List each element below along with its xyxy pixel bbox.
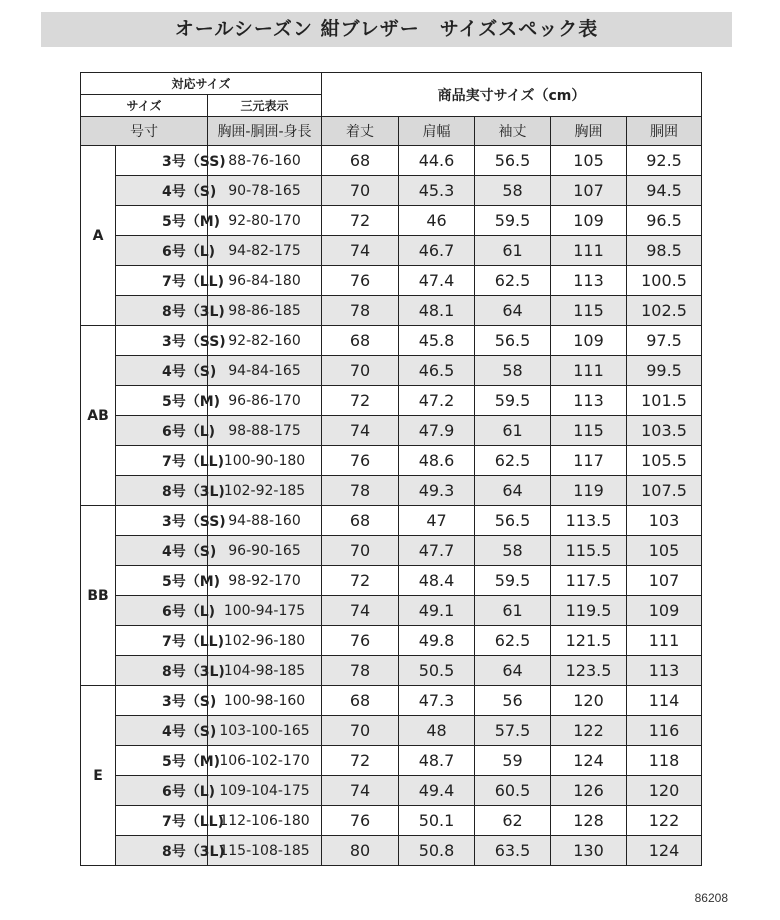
measure-cell: 115 bbox=[551, 296, 627, 326]
size-cell: 8号（3L) bbox=[116, 296, 208, 326]
measure-cell: 122 bbox=[551, 716, 627, 746]
measure-cell: 113 bbox=[627, 656, 702, 686]
measure-cell: 46 bbox=[399, 206, 475, 236]
measure-cell: 61 bbox=[475, 236, 551, 266]
measure-cell: 58 bbox=[475, 176, 551, 206]
body3-cell: 100-90-180 bbox=[208, 446, 322, 476]
size-cell: 3号（SS) bbox=[116, 506, 208, 536]
body3-cell: 102-96-180 bbox=[208, 626, 322, 656]
header-size: サイズ bbox=[81, 95, 208, 117]
measure-cell: 76 bbox=[322, 806, 399, 836]
header-col-kitake: 着丈 bbox=[322, 117, 399, 146]
measure-cell: 56.5 bbox=[475, 326, 551, 356]
table-row bbox=[81, 686, 702, 716]
body3-cell: 92-82-160 bbox=[208, 326, 322, 356]
product-code: 86208 bbox=[694, 891, 728, 905]
measure-cell: 98.5 bbox=[627, 236, 702, 266]
table-row bbox=[81, 176, 702, 206]
table-body bbox=[81, 73, 702, 866]
measure-cell: 47.7 bbox=[399, 536, 475, 566]
measure-cell: 72 bbox=[322, 206, 399, 236]
measure-cell: 68 bbox=[322, 506, 399, 536]
body3-cell: 103-100-165 bbox=[208, 716, 322, 746]
measure-cell: 45.3 bbox=[399, 176, 475, 206]
table-row bbox=[81, 836, 702, 866]
measure-cell: 130 bbox=[551, 836, 627, 866]
body3-cell: 96-90-165 bbox=[208, 536, 322, 566]
size-cell: 5号（M) bbox=[116, 566, 208, 596]
measure-cell: 119 bbox=[551, 476, 627, 506]
measure-cell: 47.9 bbox=[399, 416, 475, 446]
table-row bbox=[81, 446, 702, 476]
measure-cell: 99.5 bbox=[627, 356, 702, 386]
measure-cell: 64 bbox=[475, 296, 551, 326]
measure-cell: 58 bbox=[475, 356, 551, 386]
table-row bbox=[81, 266, 702, 296]
size-cell: 4号（S) bbox=[116, 176, 208, 206]
measure-cell: 61 bbox=[475, 596, 551, 626]
measure-cell: 49.4 bbox=[399, 776, 475, 806]
measure-cell: 105 bbox=[551, 146, 627, 176]
measure-cell: 76 bbox=[322, 266, 399, 296]
measure-cell: 48.4 bbox=[399, 566, 475, 596]
measure-cell: 45.8 bbox=[399, 326, 475, 356]
measure-cell: 46.7 bbox=[399, 236, 475, 266]
measure-cell: 119.5 bbox=[551, 596, 627, 626]
measure-cell: 68 bbox=[322, 686, 399, 716]
table-row bbox=[81, 596, 702, 626]
page-title: オールシーズン 紺ブレザー サイズスペック表 bbox=[41, 12, 732, 47]
size-cell: 3号（S) bbox=[116, 686, 208, 716]
measure-cell: 101.5 bbox=[627, 386, 702, 416]
measure-cell: 74 bbox=[322, 416, 399, 446]
measure-cell: 107.5 bbox=[627, 476, 702, 506]
table-row bbox=[81, 416, 702, 446]
body3-cell: 90-78-165 bbox=[208, 176, 322, 206]
measure-cell: 72 bbox=[322, 746, 399, 776]
size-spec-table bbox=[80, 72, 702, 866]
size-cell: 8号（3L) bbox=[116, 836, 208, 866]
measure-cell: 115.5 bbox=[551, 536, 627, 566]
measure-cell: 96.5 bbox=[627, 206, 702, 236]
measure-cell: 109 bbox=[551, 206, 627, 236]
measure-cell: 115 bbox=[551, 416, 627, 446]
measure-cell: 48.7 bbox=[399, 746, 475, 776]
measure-cell: 121.5 bbox=[551, 626, 627, 656]
measure-cell: 92.5 bbox=[627, 146, 702, 176]
size-cell: 6号（L) bbox=[116, 416, 208, 446]
measure-cell: 111 bbox=[551, 236, 627, 266]
measure-cell: 120 bbox=[627, 776, 702, 806]
measure-cell: 49.3 bbox=[399, 476, 475, 506]
measure-cell: 59.5 bbox=[475, 386, 551, 416]
measure-cell: 74 bbox=[322, 776, 399, 806]
measure-cell: 120 bbox=[551, 686, 627, 716]
measure-cell: 62 bbox=[475, 806, 551, 836]
measure-cell: 114 bbox=[627, 686, 702, 716]
measure-cell: 62.5 bbox=[475, 626, 551, 656]
measure-cell: 64 bbox=[475, 656, 551, 686]
body3-cell: 88-76-160 bbox=[208, 146, 322, 176]
measure-cell: 94.5 bbox=[627, 176, 702, 206]
measure-cell: 124 bbox=[551, 746, 627, 776]
header-body3: 胸囲-胴囲-身長 bbox=[208, 117, 322, 146]
size-cell: 4号（S) bbox=[116, 356, 208, 386]
measure-cell: 48.6 bbox=[399, 446, 475, 476]
measure-cell: 113.5 bbox=[551, 506, 627, 536]
table-row bbox=[81, 356, 702, 386]
body3-cell: 100-94-175 bbox=[208, 596, 322, 626]
header-gousun: 号寸 bbox=[81, 117, 208, 146]
body3-cell: 92-80-170 bbox=[208, 206, 322, 236]
size-cell: 6号（L) bbox=[116, 236, 208, 266]
table-row bbox=[81, 626, 702, 656]
measure-cell: 58 bbox=[475, 536, 551, 566]
table-row bbox=[81, 296, 702, 326]
size-cell: 3号（SS) bbox=[116, 146, 208, 176]
size-cell: 8号（3L) bbox=[116, 656, 208, 686]
size-cell: 6号（L) bbox=[116, 776, 208, 806]
measure-cell: 78 bbox=[322, 476, 399, 506]
measure-cell: 97.5 bbox=[627, 326, 702, 356]
table-row bbox=[81, 206, 702, 236]
measure-cell: 74 bbox=[322, 596, 399, 626]
body3-cell: 104-98-185 bbox=[208, 656, 322, 686]
measure-cell: 48 bbox=[399, 716, 475, 746]
body3-cell: 112-106-180 bbox=[208, 806, 322, 836]
measure-cell: 49.8 bbox=[399, 626, 475, 656]
measure-cell: 107 bbox=[627, 566, 702, 596]
measure-cell: 50.8 bbox=[399, 836, 475, 866]
measure-cell: 56.5 bbox=[475, 506, 551, 536]
body-type-cell: E bbox=[81, 686, 116, 866]
measure-cell: 123.5 bbox=[551, 656, 627, 686]
body-type-cell: AB bbox=[81, 326, 116, 506]
measure-cell: 46.5 bbox=[399, 356, 475, 386]
measure-cell: 68 bbox=[322, 326, 399, 356]
measure-cell: 56.5 bbox=[475, 146, 551, 176]
body3-cell: 96-86-170 bbox=[208, 386, 322, 416]
header-measure: 商品実寸サイズ（cm） bbox=[322, 73, 702, 117]
measure-cell: 62.5 bbox=[475, 446, 551, 476]
table-row bbox=[81, 326, 702, 356]
table-row bbox=[81, 716, 702, 746]
measure-cell: 47.4 bbox=[399, 266, 475, 296]
body3-cell: 94-84-165 bbox=[208, 356, 322, 386]
table-row bbox=[81, 476, 702, 506]
table-row bbox=[81, 656, 702, 686]
header-col-katahaba: 肩幅 bbox=[399, 117, 475, 146]
measure-cell: 113 bbox=[551, 266, 627, 296]
measure-cell: 78 bbox=[322, 296, 399, 326]
measure-cell: 47.2 bbox=[399, 386, 475, 416]
measure-cell: 59.5 bbox=[475, 566, 551, 596]
size-cell: 5号（M) bbox=[116, 386, 208, 416]
measure-cell: 105 bbox=[627, 536, 702, 566]
body3-cell: 115-108-185 bbox=[208, 836, 322, 866]
measure-cell: 109 bbox=[627, 596, 702, 626]
measure-cell: 63.5 bbox=[475, 836, 551, 866]
measure-cell: 111 bbox=[551, 356, 627, 386]
measure-cell: 60.5 bbox=[475, 776, 551, 806]
measure-cell: 102.5 bbox=[627, 296, 702, 326]
size-cell: 6号（L) bbox=[116, 596, 208, 626]
measure-cell: 48.1 bbox=[399, 296, 475, 326]
body3-cell: 96-84-180 bbox=[208, 266, 322, 296]
body3-cell: 98-92-170 bbox=[208, 566, 322, 596]
size-cell: 7号（LL) bbox=[116, 626, 208, 656]
measure-cell: 117.5 bbox=[551, 566, 627, 596]
measure-cell: 68 bbox=[322, 146, 399, 176]
body3-cell: 109-104-175 bbox=[208, 776, 322, 806]
body3-cell: 102-92-185 bbox=[208, 476, 322, 506]
size-cell: 3号（SS) bbox=[116, 326, 208, 356]
table-row bbox=[81, 746, 702, 776]
measure-cell: 122 bbox=[627, 806, 702, 836]
measure-cell: 62.5 bbox=[475, 266, 551, 296]
measure-cell: 47 bbox=[399, 506, 475, 536]
size-cell: 8号（3L) bbox=[116, 476, 208, 506]
measure-cell: 72 bbox=[322, 386, 399, 416]
body3-cell: 94-82-175 bbox=[208, 236, 322, 266]
body3-cell: 98-86-185 bbox=[208, 296, 322, 326]
measure-cell: 47.3 bbox=[399, 686, 475, 716]
measure-cell: 118 bbox=[627, 746, 702, 776]
measure-cell: 103 bbox=[627, 506, 702, 536]
table-row bbox=[81, 566, 702, 596]
measure-cell: 117 bbox=[551, 446, 627, 476]
measure-cell: 70 bbox=[322, 176, 399, 206]
measure-cell: 49.1 bbox=[399, 596, 475, 626]
measure-cell: 126 bbox=[551, 776, 627, 806]
measure-cell: 76 bbox=[322, 446, 399, 476]
header-col-sodetake: 袖丈 bbox=[475, 117, 551, 146]
size-cell: 5号（M) bbox=[116, 746, 208, 776]
measure-cell: 72 bbox=[322, 566, 399, 596]
table-row bbox=[81, 776, 702, 806]
measure-cell: 61 bbox=[475, 416, 551, 446]
measure-cell: 78 bbox=[322, 656, 399, 686]
measure-cell: 50.1 bbox=[399, 806, 475, 836]
body-type-cell: BB bbox=[81, 506, 116, 686]
body3-cell: 98-88-175 bbox=[208, 416, 322, 446]
body3-cell: 106-102-170 bbox=[208, 746, 322, 776]
measure-cell: 111 bbox=[627, 626, 702, 656]
table-row bbox=[81, 236, 702, 266]
table-row bbox=[81, 536, 702, 566]
table-row bbox=[81, 146, 702, 176]
measure-cell: 64 bbox=[475, 476, 551, 506]
body3-cell: 94-88-160 bbox=[208, 506, 322, 536]
measure-cell: 128 bbox=[551, 806, 627, 836]
measure-cell: 80 bbox=[322, 836, 399, 866]
measure-cell: 56 bbox=[475, 686, 551, 716]
measure-cell: 59 bbox=[475, 746, 551, 776]
measure-cell: 105.5 bbox=[627, 446, 702, 476]
measure-cell: 70 bbox=[322, 536, 399, 566]
size-cell: 5号（M) bbox=[116, 206, 208, 236]
measure-cell: 124 bbox=[627, 836, 702, 866]
size-cell: 7号（LL) bbox=[116, 446, 208, 476]
measure-cell: 109 bbox=[551, 326, 627, 356]
measure-cell: 70 bbox=[322, 716, 399, 746]
measure-cell: 113 bbox=[551, 386, 627, 416]
measure-cell: 103.5 bbox=[627, 416, 702, 446]
size-cell: 4号（S) bbox=[116, 536, 208, 566]
header-col-doui: 胴囲 bbox=[627, 117, 702, 146]
size-cell: 4号（S) bbox=[116, 716, 208, 746]
measure-cell: 44.6 bbox=[399, 146, 475, 176]
body-type-cell: A bbox=[81, 146, 116, 326]
table-row bbox=[81, 506, 702, 536]
measure-cell: 74 bbox=[322, 236, 399, 266]
measure-cell: 50.5 bbox=[399, 656, 475, 686]
measure-cell: 107 bbox=[551, 176, 627, 206]
size-cell: 7号（LL) bbox=[116, 266, 208, 296]
measure-cell: 59.5 bbox=[475, 206, 551, 236]
measure-cell: 116 bbox=[627, 716, 702, 746]
header-taiou-size: 対応サイズ bbox=[81, 73, 322, 95]
table-row bbox=[81, 386, 702, 416]
measure-cell: 76 bbox=[322, 626, 399, 656]
body3-cell: 100-98-160 bbox=[208, 686, 322, 716]
table-row bbox=[81, 806, 702, 836]
measure-cell: 57.5 bbox=[475, 716, 551, 746]
header-col-kyoui: 胸囲 bbox=[551, 117, 627, 146]
measure-cell: 100.5 bbox=[627, 266, 702, 296]
measure-cell: 70 bbox=[322, 356, 399, 386]
size-cell: 7号（LL) bbox=[116, 806, 208, 836]
header-sangen: 三元表示 bbox=[208, 95, 322, 117]
